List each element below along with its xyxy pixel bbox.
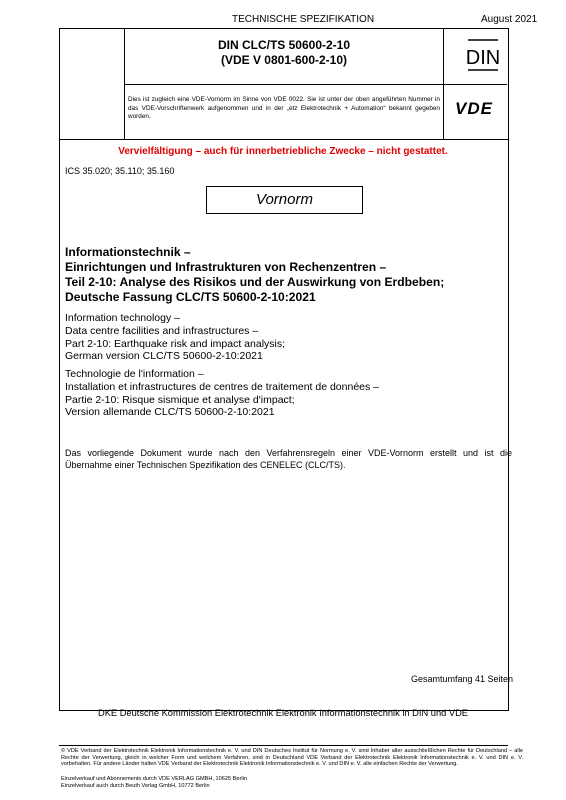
standard-id-din: DIN CLC/TS 50600-2-10 [217,38,351,52]
title-line: Informationstechnik – [65,245,191,259]
sales-line: Einzelverkauf auch durch Beuth Verlag GmbH, 10772 Berlin [61,782,210,789]
title-line: Einrichtungen und Infrastrukturen von Rechenzentren – [65,260,387,274]
title-line: Technologie de l'information – [65,368,204,380]
committee-line: DKE Deutsche Kommission Elektrotechnik Elektronik Informationstechnik in DIN und VDE [98,708,468,718]
title-line: Part 2-10: Earthquake risk and impact analysis; [65,337,286,350]
title-french [65,368,501,419]
header-row-divider [124,84,507,85]
document-type-label: TECHNISCHE SPEZIFIKATION [232,14,375,25]
vde-logo: VDE [455,99,493,118]
standard-id [128,38,440,68]
sales-line: Einzelverkauf und Abonnements durch VDE VERLAG GMBH, 10625 Berlin [61,776,247,782]
title-line: Data centre facilities and infrastructures – [65,324,259,337]
title-line: Information technology – [65,312,180,324]
din-logo [465,38,501,72]
title-line: Partie 2-10: Risque sismique et analyse d'impact; [65,393,295,406]
title-line: Installation et infrastructures de centres de traitement de données – [65,380,380,393]
publication-date: August 2021 [481,14,538,25]
vornorm-label: Vornorm [256,191,313,208]
copyright-notice: © VDE Verband der Elektrotechnik Elektronik Informationstechnik e. V. und DIN Deutsches Institut für Normung e. V. sind Inhaber aller ausschließlichen Rechte für Deutschland – alle Rechte der Verwertung, gleich in welcher Form und welchem Verfahren, sind in Deutschland VDE Verband der Elektrotechnik Elektronik Informationstechnik e. V. und DIN e. V. vorbehalten. Für andere Länder halten VDE Verband der Elektrotechnik Elektronik Informationstechnik e. V. und DIN e. V. alle einfachen Rechte der Verwertung. [61,748,523,768]
title-german [65,245,501,305]
ics-codes: ICS 35.020; 35.110; 35.160 [65,166,175,176]
header-bottom-divider [59,139,508,140]
title-line: Version allemande CLC/TS 50600-2-10:2021 [65,406,275,419]
svg-text:DIN: DIN [465,47,501,69]
sales-info [61,776,247,789]
title-line: Deutsche Fassung CLC/TS 50600-2-10:2021 [65,290,316,304]
title-line: Teil 2-10: Analyse des Risikos und der Auswirkung von Erdbeben; [65,275,445,289]
document-description: Das vorliegende Dokument wurde nach den Verfahrensregeln einer VDE-Vornorm erstellt und ist die Übernahme einer Technischen Spezifikation des CENELEC (CLC/TS). [65,448,512,470]
vde-notice: Dies ist zugleich eine VDE-Vornorm im Sinne von VDE 0022. Sie ist unter der oben angeführten Nummer in das VDE-Vorschriftenwerk aufgenommen und in der „etz Elektrotechnik + Automation“ bekannt gegeben worden. [128,96,440,121]
page-count: Gesamtumfang 41 Seiten [411,674,514,684]
standard-id-vde: (VDE V 0801-600-2-10) [220,53,348,67]
title-english [65,312,501,363]
reproduction-warning: Vervielfältigung – auch für innerbetriebliche Zwecke – nicht gestattet. [118,146,448,157]
footer-divider [59,745,508,746]
title-line: German version CLC/TS 50600-2-10:2021 [65,350,263,363]
